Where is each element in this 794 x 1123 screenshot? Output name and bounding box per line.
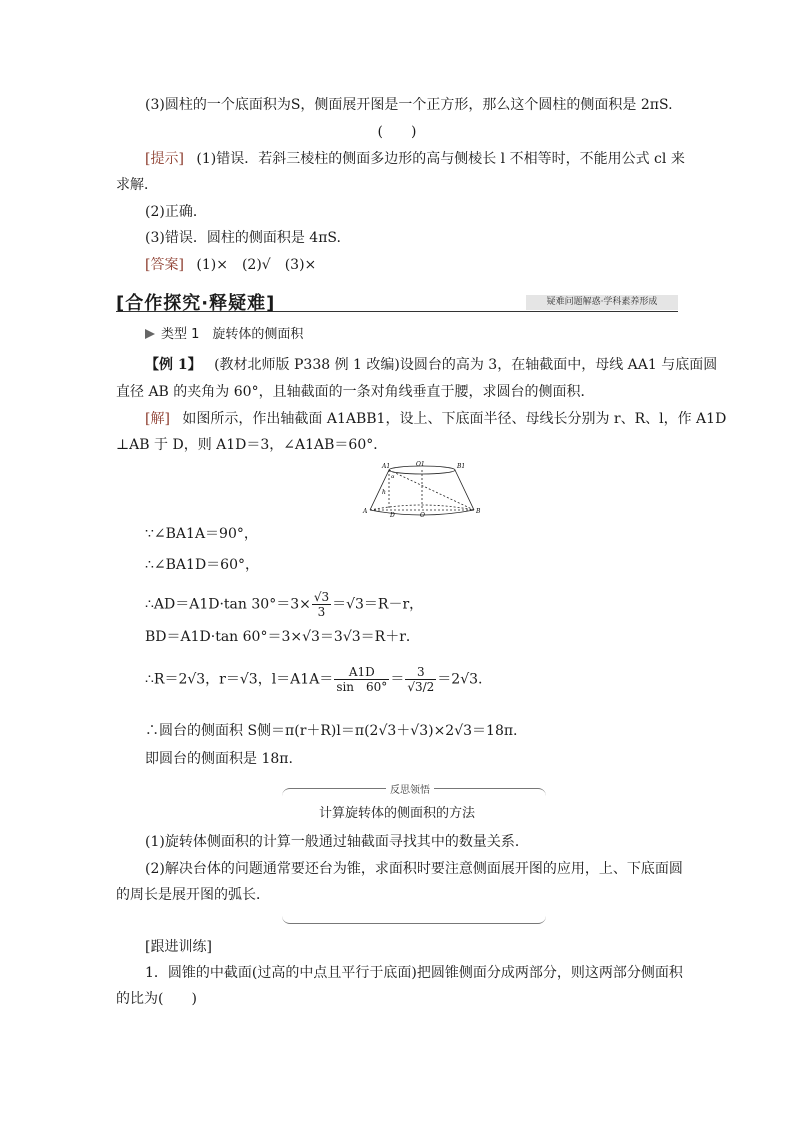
fraction-num: √3: [313, 590, 330, 604]
answer-tag: [答案]: [145, 257, 184, 273]
solution-tag: [解]: [145, 411, 170, 427]
step-3-a: ∴AD＝A1D·tan 30°＝3×: [145, 596, 311, 613]
example-text-1: (教材北师版 P338 例 1 改编)设圆台的高为 3，在轴截面中，母线 AA1 与底面圆: [214, 357, 718, 373]
label-o1: O1: [416, 461, 425, 468]
solution-line-2: ⊥AB 于 D，则 A1D＝3，∠A1AB＝60°．: [116, 437, 388, 453]
hint-line-1: [145, 150, 685, 168]
fraction-num-2: A1D: [334, 665, 389, 680]
fraction-den: 3: [317, 605, 326, 619]
label-a1: A1: [382, 463, 391, 470]
answer-line: [145, 256, 316, 274]
label-b1: B1: [457, 463, 466, 470]
fraction-3-over: [405, 665, 436, 694]
type-heading: [145, 326, 303, 344]
hint-tag: [提示]: [145, 151, 184, 167]
step-5-a: ∴R＝2√3，r＝√3，l＝A1A＝: [145, 671, 334, 688]
reflection-box-bottom: [282, 913, 546, 924]
label-h: h: [382, 489, 386, 496]
hint-line-2: (2)正确．: [145, 204, 207, 220]
hint-line-3: (3)错误．圆柱的侧面积是 4πS.: [145, 230, 341, 246]
fraction-den-2: sin 60°: [336, 680, 388, 694]
example-tag: 【例 1】: [145, 357, 202, 373]
practice-q1-a: 1．圆锥的中截面(过高的中点且平行于底面)把圆锥侧面分成两部分，则这两部分侧面积: [145, 965, 683, 981]
practice-q1-b: 的比为( ): [116, 991, 197, 1007]
reflection-title: 计算旋转体的侧面积的方法: [318, 806, 475, 821]
step-3: [145, 590, 423, 619]
step-5: [145, 665, 482, 694]
section-tag: 疑难问题解惑·学科素养形成: [526, 295, 678, 310]
reflection-box: [282, 780, 546, 926]
reflection-p2-b: 的周长是展开图的弧长．: [116, 887, 270, 903]
step-3-b: ＝√3＝R－r，: [332, 596, 424, 613]
answer-paren: ( ): [377, 124, 417, 140]
label-b: B: [476, 508, 481, 515]
solution-line-1: [145, 410, 726, 428]
reflection-p1: (1)旋转体侧面积的计算一般通过轴截面寻找其中的数量关系．: [145, 834, 529, 850]
solution-text-1: 如图所示，作出轴截面 A1ABB1，设上、下底面半径、母线长分别为 r、R、l，作 A1D: [182, 411, 727, 427]
problem-3-text: (3)圆柱的一个底面积为S，侧面展开图是一个正方形，那么这个圆柱的侧面积是 2πS.: [145, 97, 673, 113]
section-rule: [116, 311, 678, 312]
step-7: 即圆台的侧面积是 18π.: [145, 751, 293, 767]
hint-text-1: (1)错误．若斜三棱柱的侧面多边形的高与侧棱长 l 不相等时，不能用公式 cl 来: [196, 151, 685, 167]
reflection-p2-a: (2)解决台体的问题通常要还台为锥，求面积时要注意侧面展开图的应用，上、下底面圆: [145, 861, 683, 877]
step-2: ∴∠BA1D＝60°，: [145, 557, 259, 573]
practice-tag: [跟进训练]: [145, 939, 212, 955]
label-alpha: α: [391, 474, 395, 480]
step-4: BD＝A1D·tan 60°＝3×√3＝3√3＝R＋r．: [145, 629, 420, 645]
label-a: A: [363, 508, 368, 515]
fraction-a1d-sin60: [334, 665, 389, 694]
step-5-eq: ＝: [390, 671, 405, 688]
example-line-1: [145, 356, 717, 374]
reflection-label: 反思领悟: [386, 781, 434, 796]
play-triangle-icon: [145, 329, 155, 339]
frustum-diagram: [360, 458, 484, 518]
frustum-figure: [360, 458, 484, 518]
label-d: D: [390, 512, 395, 518]
type-heading-text: 类型 1 旋转体的侧面积: [161, 327, 304, 342]
step-6: ∴圆台的侧面积 S侧＝π(r＋R)l＝π(2√3＋√3)×2√3＝18π.: [145, 723, 518, 739]
answer-text: (1)× (2)√ (3)×: [196, 257, 317, 273]
hint-line-1b: 求解．: [116, 177, 158, 193]
fraction-den-3: √3/2: [407, 680, 435, 694]
example-line-2: 直径 AB 的夹角为 60°，且轴截面的一条对角线垂直于腰，求圆台的侧面积．: [116, 384, 595, 400]
fraction-sqrt3-3: [312, 590, 331, 619]
step-5-b: ＝2√3.: [437, 671, 483, 688]
section-title: [合作探究·释疑难]: [116, 293, 276, 314]
fraction-num-3: 3: [405, 665, 436, 680]
step-1: ∵∠BA1A＝90°，: [145, 526, 258, 542]
label-o: O: [420, 512, 425, 518]
